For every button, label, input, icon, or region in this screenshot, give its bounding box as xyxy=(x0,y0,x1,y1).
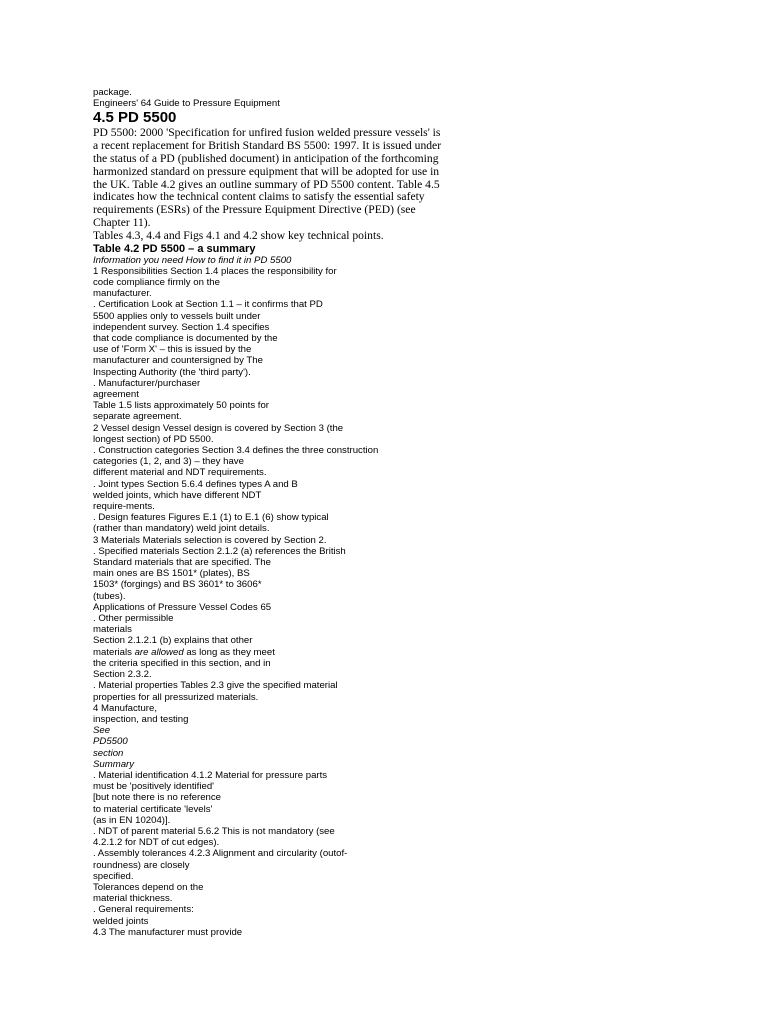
table-line: . NDT of parent material 5.6.2 This is not mandatory (see xyxy=(93,825,335,837)
table-line: Section 2.3.2. xyxy=(93,669,152,681)
table-line: . Material identification 4.1.2 Material for pressure parts xyxy=(93,769,328,781)
table-line: . Manufacturer/purchaser xyxy=(93,377,201,389)
table-line: independent survey. Section 1.4 specifies xyxy=(93,321,270,333)
table-line: code compliance firmly on the xyxy=(93,276,220,288)
table-line: . Design features Figures E.1 (1) to E.1 (6) show typical xyxy=(93,512,329,524)
table-line: Standard materials that are specified. The xyxy=(93,557,271,569)
table-line: . General requirements: xyxy=(93,904,194,916)
paragraph-line: requirements (ESRs) of the Pressure Equipment Directive (PED) (see xyxy=(93,203,416,217)
table-line: different material and NDT requirements. xyxy=(93,467,267,479)
table-line: material thickness. xyxy=(93,893,173,905)
table-line: section xyxy=(93,747,124,759)
table-line: require-ments. xyxy=(93,501,155,513)
running-head: Engineers' 64 Guide to Pressure Equipment xyxy=(93,98,280,110)
paragraph-line: Chapter 11). xyxy=(93,215,151,229)
table-line: agreement xyxy=(93,389,139,401)
table-line: inspection, and testing xyxy=(93,713,189,725)
table-lines-a xyxy=(93,266,453,647)
table-line: that code compliance is documented by the xyxy=(93,333,278,344)
table-line: 4 Manufacture, xyxy=(93,702,157,714)
table-line: roundness) are closely xyxy=(93,859,190,871)
table-line: (as in EN 10204)]. xyxy=(93,814,171,826)
allowed-line-before: materials xyxy=(93,646,135,658)
table-line: . Construction categories Section 3.4 defines the three construction xyxy=(93,445,379,457)
section-heading: 4.5 PD 5500 xyxy=(93,109,177,127)
table-line: Summary xyxy=(93,758,135,770)
table-line: . Specified materials Section 2.1.2 (a) references the British xyxy=(93,545,346,557)
table-line: See xyxy=(93,725,111,737)
paragraph-line: the status of a PD (published document) in anticipation of the forthcoming xyxy=(93,152,439,165)
table-lines-b xyxy=(93,658,453,725)
table-line: . Material properties Tables 2.3 give the specified material xyxy=(93,680,338,692)
table-lines-c xyxy=(93,770,453,938)
table-title: Table 4.2 PD 5500 – a summary xyxy=(93,242,256,255)
table-line: 1 Responsibilities Section 1.4 places the responsibility for xyxy=(93,265,337,277)
table-line: Table 1.5 lists approximately 50 points for xyxy=(93,400,269,412)
table-italic-lines xyxy=(93,725,453,770)
table-line: manufacturer and countersigned by The xyxy=(93,355,263,367)
table-line: 4.3 The manufacturer must provide xyxy=(93,926,243,938)
table-column-header: Information you need How to find it in PD 5500 xyxy=(93,254,292,266)
table-line: 4.2.1.2 for NDT of cut edges). xyxy=(93,837,220,849)
table-line: Tolerances depend on the xyxy=(93,881,204,893)
table-line: welded joints, which have different NDT xyxy=(93,489,262,501)
table-line: longest section) of PD 5500. xyxy=(93,433,214,445)
paragraph-line: PD 5500: 2000 'Specification for unfired fusion welded pressure vessels' is xyxy=(93,126,441,140)
table-line: (rather than mandatory) weld joint details. xyxy=(93,523,270,535)
table-line: . Assembly tolerances 4.2.3 Alignment and circularity (outof- xyxy=(93,848,348,860)
allowed-line-italic: are allowed xyxy=(134,646,184,658)
table-line: Applications of Pressure Vessel Codes 65 xyxy=(93,601,272,613)
table-line: PD5500 xyxy=(93,736,128,748)
paragraph-line: Tables 4.3, 4.4 and Figs 4.1 and 4.2 show key technical points. xyxy=(93,228,384,242)
table-body xyxy=(93,266,453,938)
table-line: . Other permissible xyxy=(93,613,174,625)
table-line: must be 'positively identified' xyxy=(93,781,214,793)
table-line: 1503* (forgings) and BS 3601* to 3606* xyxy=(93,579,262,591)
table-line: . Certification Look at Section 1.1 – it confirms that PD xyxy=(93,299,323,311)
paragraph-line: the UK. Table 4.2 gives an outline summary of PD 5500 content. Table 4.5 xyxy=(93,177,440,191)
table-line: welded joints xyxy=(93,915,149,927)
section-paragraph xyxy=(93,127,453,242)
table-line: [but note there is no reference xyxy=(93,792,221,804)
table-line: to material certificate 'levels' xyxy=(93,803,213,815)
table-line: 3 Materials Materials selection is covered by Section 2. xyxy=(93,534,327,546)
table-line: . Joint types Section 5.6.4 defines types A and B xyxy=(93,478,298,490)
table-line: manufacturer. xyxy=(93,288,152,300)
table-line: specified. xyxy=(93,870,134,882)
table-line: categories (1, 2, and 3) – they have xyxy=(93,456,244,468)
table-line: materials xyxy=(93,624,132,636)
table-line: the criteria specified in this section, and in xyxy=(93,657,271,669)
table-line: (tubes). xyxy=(93,590,126,602)
paragraph-line: a recent replacement for British Standard BS 5500: 1997. It is issued under xyxy=(93,139,442,153)
package-line: package. xyxy=(93,87,132,98)
document-page xyxy=(93,87,453,938)
table-line: main ones are BS 1501* (plates), BS xyxy=(93,568,250,580)
paragraph-line: harmonized standard on pressure equipment that will be adopted for use in xyxy=(93,164,440,178)
paragraph-line: indicates how the technical content claims to satisfy the essential safety xyxy=(93,190,425,204)
table-line: properties for all pressurized materials. xyxy=(93,691,259,703)
table-line: separate agreement. xyxy=(93,411,182,423)
allowed-line-after: as long as they meet xyxy=(183,646,275,658)
table-line: 5500 applies only to vessels built under xyxy=(93,310,261,322)
table-line: Inspecting Authority (the 'third party'). xyxy=(93,366,251,378)
allowed-line xyxy=(93,647,453,658)
table-line: Section 2.1.2.1 (b) explains that other xyxy=(93,635,253,647)
table-line: 2 Vessel design Vessel design is covered by Section 3 (the xyxy=(93,422,344,434)
table-line: use of 'Form X' – this is issued by the xyxy=(93,344,252,356)
